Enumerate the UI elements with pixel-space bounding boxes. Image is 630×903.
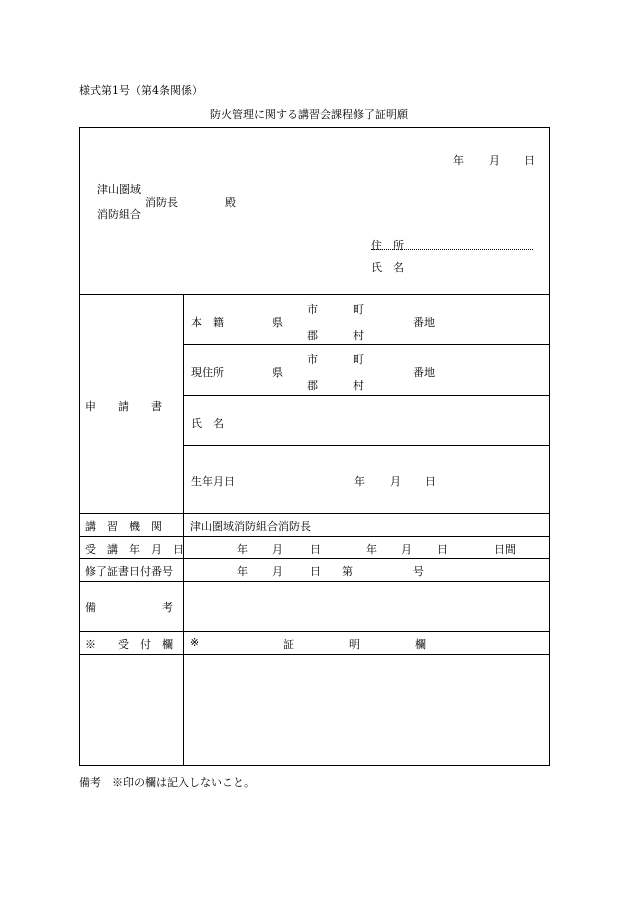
certification-label: 証 明 欄 — [283, 638, 426, 651]
divider — [79, 536, 550, 537]
cert-dai: 第 — [342, 565, 353, 578]
divider — [79, 631, 550, 632]
divider — [79, 294, 550, 295]
divider — [183, 445, 550, 446]
genjusho-shi: 市 — [307, 353, 318, 366]
certification-mark: ※ — [190, 636, 200, 649]
course-end-day: 日 — [437, 543, 448, 556]
remarks-label: 備 考 — [85, 601, 173, 614]
course-start-day: 日 — [310, 543, 321, 556]
course-days: 日間 — [494, 543, 516, 556]
cert-month: 月 — [272, 565, 283, 578]
sender-address-label: 住 所 — [371, 239, 404, 252]
course-start-month: 月 — [272, 543, 283, 556]
form-frame — [79, 127, 550, 766]
honseki-mura: 村 — [353, 329, 364, 342]
genjusho-ken: 県 — [272, 366, 283, 379]
genjusho-machi: 町 — [353, 353, 364, 366]
cert-day: 日 — [310, 565, 321, 578]
honseki-label: 本 籍 — [191, 316, 224, 329]
divider — [79, 654, 550, 655]
applicant-section-label: 申 請 書 — [85, 400, 162, 413]
course-end-year: 年 — [366, 543, 377, 556]
institution-label: 講 習 機 関 — [85, 520, 162, 533]
birthdate-year: 年 — [354, 475, 365, 488]
course-start-year: 年 — [237, 543, 248, 556]
divider — [79, 581, 550, 582]
date-year: 年 — [453, 154, 464, 167]
honseki-ken: 県 — [272, 316, 283, 329]
divider — [183, 294, 184, 766]
footnote: 備考 ※印の欄は記入しないこと。 — [79, 776, 255, 789]
course-dates-label: 受 講 年 月 日 — [85, 543, 184, 556]
divider — [79, 558, 550, 559]
date-month: 月 — [489, 154, 500, 167]
genjusho-mura: 村 — [353, 379, 364, 392]
date-day: 日 — [524, 154, 535, 167]
honseki-shi: 市 — [307, 303, 318, 316]
honorific: 殿 — [225, 196, 236, 209]
genjusho-banchi: 番地 — [413, 366, 435, 379]
genjusho-label: 現住所 — [191, 366, 224, 379]
addressee-line1: 津山圏域 — [97, 183, 141, 196]
cert-label: 修了証書日付番号 — [85, 565, 173, 578]
birthdate-label: 生年月日 — [191, 475, 235, 488]
divider — [79, 513, 550, 514]
cert-go: 号 — [413, 565, 424, 578]
addressee-line3: 消防組合 — [97, 208, 141, 221]
institution-value: 津山圏域消防組合消防長 — [190, 520, 311, 533]
honseki-machi: 町 — [353, 303, 364, 316]
birthdate-month: 月 — [390, 475, 401, 488]
genjusho-gun: 郡 — [307, 379, 318, 392]
reception-label: ※ 受 付 欄 — [85, 638, 173, 651]
form-number: 様式第1号（第4条関係） — [79, 84, 203, 97]
shimei-label: 氏 名 — [191, 417, 224, 430]
form-title: 防火管理に関する講習会課程修了証明願 — [210, 108, 408, 121]
sender-name-label: 氏 名 — [371, 261, 404, 274]
divider — [183, 344, 550, 345]
divider — [183, 395, 550, 396]
honseki-gun: 郡 — [307, 329, 318, 342]
cert-year: 年 — [237, 565, 248, 578]
address-dotted-line — [371, 249, 533, 250]
addressee-line2: 消防長 — [145, 196, 178, 209]
course-end-month: 月 — [401, 543, 412, 556]
birthdate-day: 日 — [425, 475, 436, 488]
honseki-banchi: 番地 — [413, 316, 435, 329]
